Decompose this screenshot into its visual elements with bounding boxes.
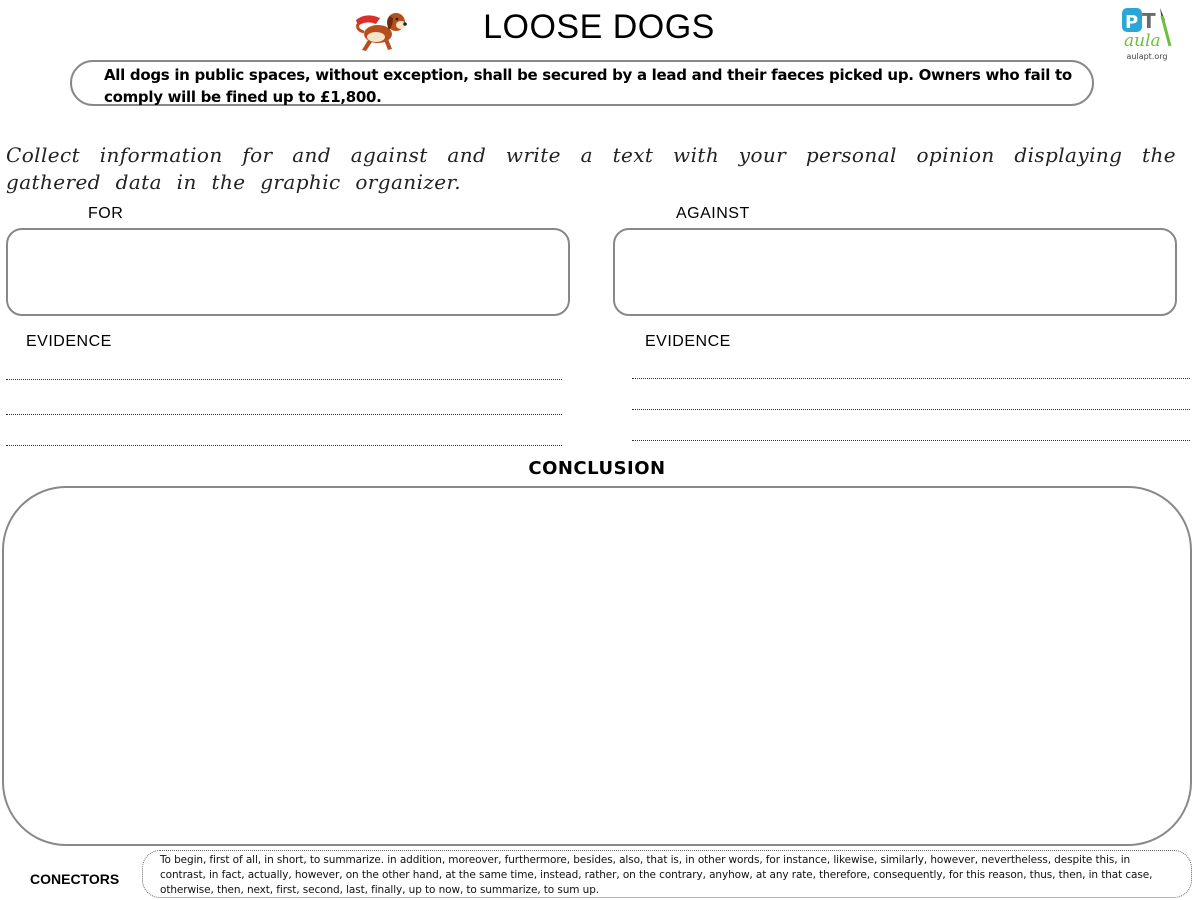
logo-site-text: aulapt.org bbox=[1126, 52, 1168, 61]
evidence-for-line-1[interactable] bbox=[6, 379, 562, 380]
evidence-for-label: EVIDENCE bbox=[26, 333, 112, 350]
evidence-against-line-1[interactable] bbox=[632, 378, 1190, 379]
against-label: AGAINST bbox=[676, 205, 750, 222]
flying-dog-icon bbox=[352, 6, 414, 56]
conclusion-title: CONCLUSION bbox=[528, 458, 666, 479]
against-answer-box[interactable] bbox=[613, 228, 1177, 316]
svg-text:P: P bbox=[1125, 12, 1139, 33]
svg-text:T: T bbox=[1142, 9, 1156, 33]
for-answer-box[interactable] bbox=[6, 228, 570, 316]
connectors-text: To begin, first of all, in short, to summarize. in addition, moreover, furthermore, besides, also, that is, in other words, for instance, likewise, similarly, however, nevertheless, despite this, in contrast, in fact, actually, however, on the other hand, at the same time, instead, rather, on the contrary, anyhow, at any rate, therefore, consequently, for this reason, thus, then, in that case, otherwise, then, next, first, second, last, finally, up to now, to summarize, to sum up. bbox=[160, 854, 1153, 896]
evidence-against-line-2[interactable] bbox=[632, 409, 1190, 410]
statement-text: All dogs in public spaces, without exception, shall be secured by a lead and their faeces picked up. Owners who fail to comply will be fined up to £1,800. bbox=[104, 66, 1072, 106]
evidence-for-line-2[interactable] bbox=[6, 414, 562, 415]
connectors-label: CONECTORS bbox=[30, 871, 120, 887]
instructions-text: Collect information for and against and write a text with your personal opinion displaying the gathered data in the graphic organizer. bbox=[6, 143, 1176, 194]
evidence-against-line-3[interactable] bbox=[632, 440, 1190, 441]
page-title: LOOSE DOGS bbox=[483, 8, 715, 46]
conclusion-answer-box[interactable] bbox=[2, 486, 1192, 846]
svg-text:aula: aula bbox=[1124, 31, 1161, 51]
evidence-for-line-3[interactable] bbox=[6, 445, 562, 446]
for-label: FOR bbox=[88, 205, 124, 222]
evidence-against-label: EVIDENCE bbox=[645, 333, 731, 350]
